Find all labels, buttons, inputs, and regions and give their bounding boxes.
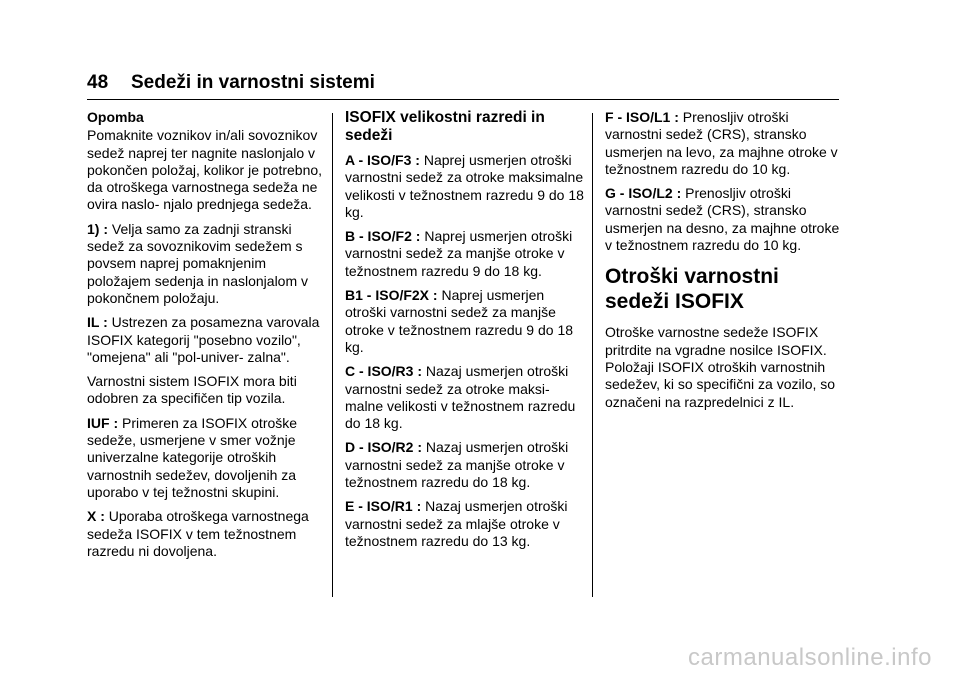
definition-item [87,314,327,366]
section-heading: ISOFIX velikostni razredi in sedeži [345,109,545,144]
page-number: 48 [87,72,109,93]
definition-term: G - ISO/L2 : [605,185,682,202]
definition-item [87,508,327,560]
note-text: Pomaknite voznikov in/ali sovoznikov sedež naprej ter nagnite naslonjalo v pokončen položaj, kolikor je potrebno, da otroškega varnostnega sedeža ne ovira naslo- njalo prednjega sedeža. [87,127,323,213]
definition-term: A - ISO/F3 : [345,152,420,168]
definition-item [605,109,845,178]
definition-term: IL : [87,314,108,331]
column-divider-1 [332,113,333,597]
column-divider-2 [592,113,593,597]
definition-text: Ustrezen za posamezna varovala ISOFIX kategorij "posebno vozilo", "omejena" ali "pol-univer- zalna". [87,314,320,365]
definition-text: Naprej usmerjen otroški varnostni sedež za otroke maksimalne velikosti v težnostnem razredu 9 do 18 kg. [345,152,584,220]
definition-text: Prenosljiv otroški varnostni sedež (CRS), stransko usmerjen na desno, za majhne otroke v težnostnem razredu do 10 kg. [605,185,840,254]
definition-text: Nazaj usmerjen otroški varnostni sedež za mlajše otroke v težnostnem razredu do 13 kg. [345,498,568,549]
definition-item [87,221,327,307]
column-1 [87,109,327,567]
definition-term: B1 - ISO/F2X : [345,287,438,304]
page-title: Sedeži in varnostni sistemi [131,72,375,93]
definition-text: Prenosljiv otroški varnostni sedež (CRS), stransko usmerjen na levo, za majhne otroke v težnostnem razredu do 10 kg. [605,109,838,177]
column-2 [345,109,585,557]
section-heading: Otroški varnostni sedeži ISOFIX [605,265,779,314]
definition-term: IUF : [87,414,119,431]
definition-item [345,287,585,356]
definition-term: D - ISO/R2 : [345,439,423,456]
definition-term: C - ISO/R3 : [345,363,423,380]
definition-text: Uporaba otroškega varnostnega sedeža ISOFIX v tem težnostnem razredu ni dovoljena. [87,508,309,559]
definition-text: Naprej usmerjen otroški varnostni sedež za manjše otroke v težnostnem razredu 9 do 18 kg. [345,287,574,355]
body-paragraph: Otroške varnostne sedeže ISOFIX pritrdite na vgradne nosilce ISOFIX. Položaji ISOFIX otroških varnostnih sedežev, ki so specifični za vozilo, so označeni na razpredelnici z IL. [605,324,836,410]
page-header [87,68,839,100]
definition-item [605,185,845,254]
definition-term: B - ISO/F2 : [345,228,421,245]
definition-text: Primeren za ISOFIX otroške sedeže, usmerjene v smer vožnje univerzalne kategorije otroških varnostnih sedežev, dovoljenih za uporabo v tej težnostni skupini. [87,414,298,500]
definition-term: E - ISO/R1 : [345,498,422,515]
definition-item [87,415,327,501]
body-paragraph: Varnostni sistem ISOFIX mora biti odobren za specifičen tip vozila. [87,373,297,407]
definition-text: Velja samo za zadnji stranski sedež za sovoznikovim sedežem s povsem naprej pomaknjenim položajem sedenja in naslonjalom v pokončnem položaju. [87,220,309,306]
definition-term: X : [87,508,105,525]
definition-text: Nazaj usmerjen otroški varnostni sedež za manjše otroke v težnostnem razredu do 18 kg. [345,439,569,491]
definition-text: Naprej usmerjen otroški varnostni sedež za manjše otroke v težnostnem razredu 9 do 18 kg. [345,228,573,279]
definition-item [345,363,585,432]
definition-item [345,439,585,491]
watermark: carmanualsonline.info [688,644,932,671]
column-3 [605,109,845,418]
definition-item [345,498,585,550]
note-title: Opomba [87,109,144,125]
definition-term: 1) : [87,220,108,237]
definition-text: Nazaj usmerjen otroški varnostni sedež za otroke maksi- malne velikosti v težnostnem razredu do 18 kg. [345,363,576,432]
definition-term: F - ISO/L1 : [605,109,679,125]
definition-item [345,228,585,280]
definition-item [345,152,585,221]
